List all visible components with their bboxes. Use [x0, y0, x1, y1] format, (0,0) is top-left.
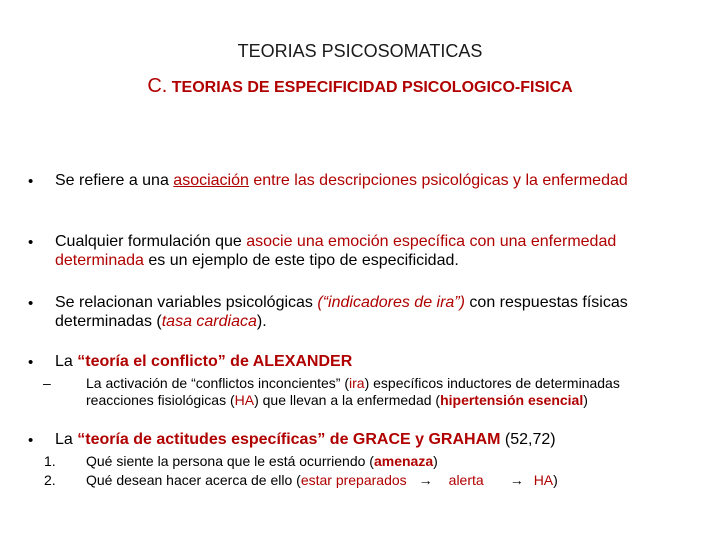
bullet-3: [55, 293, 675, 331]
sub-text-1: La activación de “conflictos inconcientes” (: [86, 375, 350, 391]
list-item-1-close: ): [433, 453, 438, 469]
bullet-2-highlight: asocie una emoción específica con una enfermedad determinada: [55, 233, 617, 269]
list-item-2-alerta: alerta: [448, 472, 484, 488]
list-item-2-close: ): [553, 472, 558, 488]
list-item-1-highlight: amenaza: [373, 453, 434, 469]
list-item-2: [86, 472, 686, 489]
slide-title: TEORIAS PSICOSOMATICAS: [237, 41, 483, 61]
sub-bullet-alexander: [86, 375, 686, 409]
bullet-marker: •: [28, 432, 34, 449]
bullet-1-text: Se refiere a una: [55, 172, 174, 189]
list-number-1: 1.: [44, 453, 56, 469]
bullet-3-text: Se relacionan variables psicológicas: [55, 294, 318, 311]
bullet-5-text: La: [55, 431, 78, 448]
list-item-2-ha: HA: [533, 472, 554, 488]
subtitle-letter: C.: [147, 75, 168, 97]
bullet-4-text: La: [55, 353, 78, 370]
bullet-4-highlight: “teoría el conflicto” de ALEXANDER: [77, 353, 353, 370]
bullet-3-paren-close: ).: [256, 313, 267, 330]
list-item-1: [86, 453, 686, 470]
sub-highlight-hipertension: hipertensión esencial: [440, 392, 584, 408]
sub-text-2: ) específicos inductores de determinadas reacciones fisiológicas (: [86, 375, 620, 408]
sub-text-4: ): [583, 392, 588, 408]
sub-text-3: ) que llevan a la enfermedad (: [254, 392, 441, 408]
bullet-1-red-text: entre las descripciones psicológicas y la enfermedad: [248, 172, 628, 189]
bullet-3-highlight: (“indicadores de ira”): [317, 294, 465, 311]
bullet-5-reference: (52,72): [500, 431, 556, 448]
bullet-marker: •: [28, 295, 34, 312]
bullet-5-highlight: “teoría de actitudes específicas” de GRACE y GRAHAM: [77, 431, 501, 448]
sub-highlight-ha: HA: [234, 392, 255, 408]
bullet-marker: •: [28, 173, 34, 190]
arrow-right-icon: →: [509, 472, 524, 488]
bullet-marker: •: [28, 354, 34, 371]
arrow-right-icon: →: [418, 472, 433, 488]
bullet-2: [55, 232, 675, 270]
list-number-2: 2.: [44, 472, 56, 488]
slide-subtitle: [0, 75, 720, 98]
list-item-1-text: Qué siente la persona que le está ocurriendo (: [86, 453, 374, 469]
bullet-2-text: Cualquier formulación que: [55, 233, 247, 250]
bullet-3-text-mid: con respuestas físicas determinadas: [55, 294, 628, 330]
bullet-2-text-end: es un ejemplo de este tipo de especificidad.: [143, 252, 459, 269]
bullet-1: [55, 171, 675, 190]
bullet-3-highlight-2: tasa cardiaca: [161, 313, 257, 330]
bullet-4: [55, 352, 675, 371]
subtitle-text: TEORIAS DE ESPECIFICIDAD PSICOLOGICO-FISICA: [171, 79, 573, 96]
bullet-3-paren-open: (: [156, 313, 162, 330]
bullet-1-highlight: asociación: [173, 172, 249, 189]
list-item-2-text: Qué desean hacer acerca de ello (: [86, 472, 301, 488]
bullet-marker: •: [28, 234, 34, 251]
sub-bullet-marker: –: [43, 375, 51, 391]
sub-highlight-ira: ira: [349, 375, 365, 391]
bullet-5: [55, 430, 675, 449]
list-item-2-highlight: estar preparados: [300, 472, 407, 488]
